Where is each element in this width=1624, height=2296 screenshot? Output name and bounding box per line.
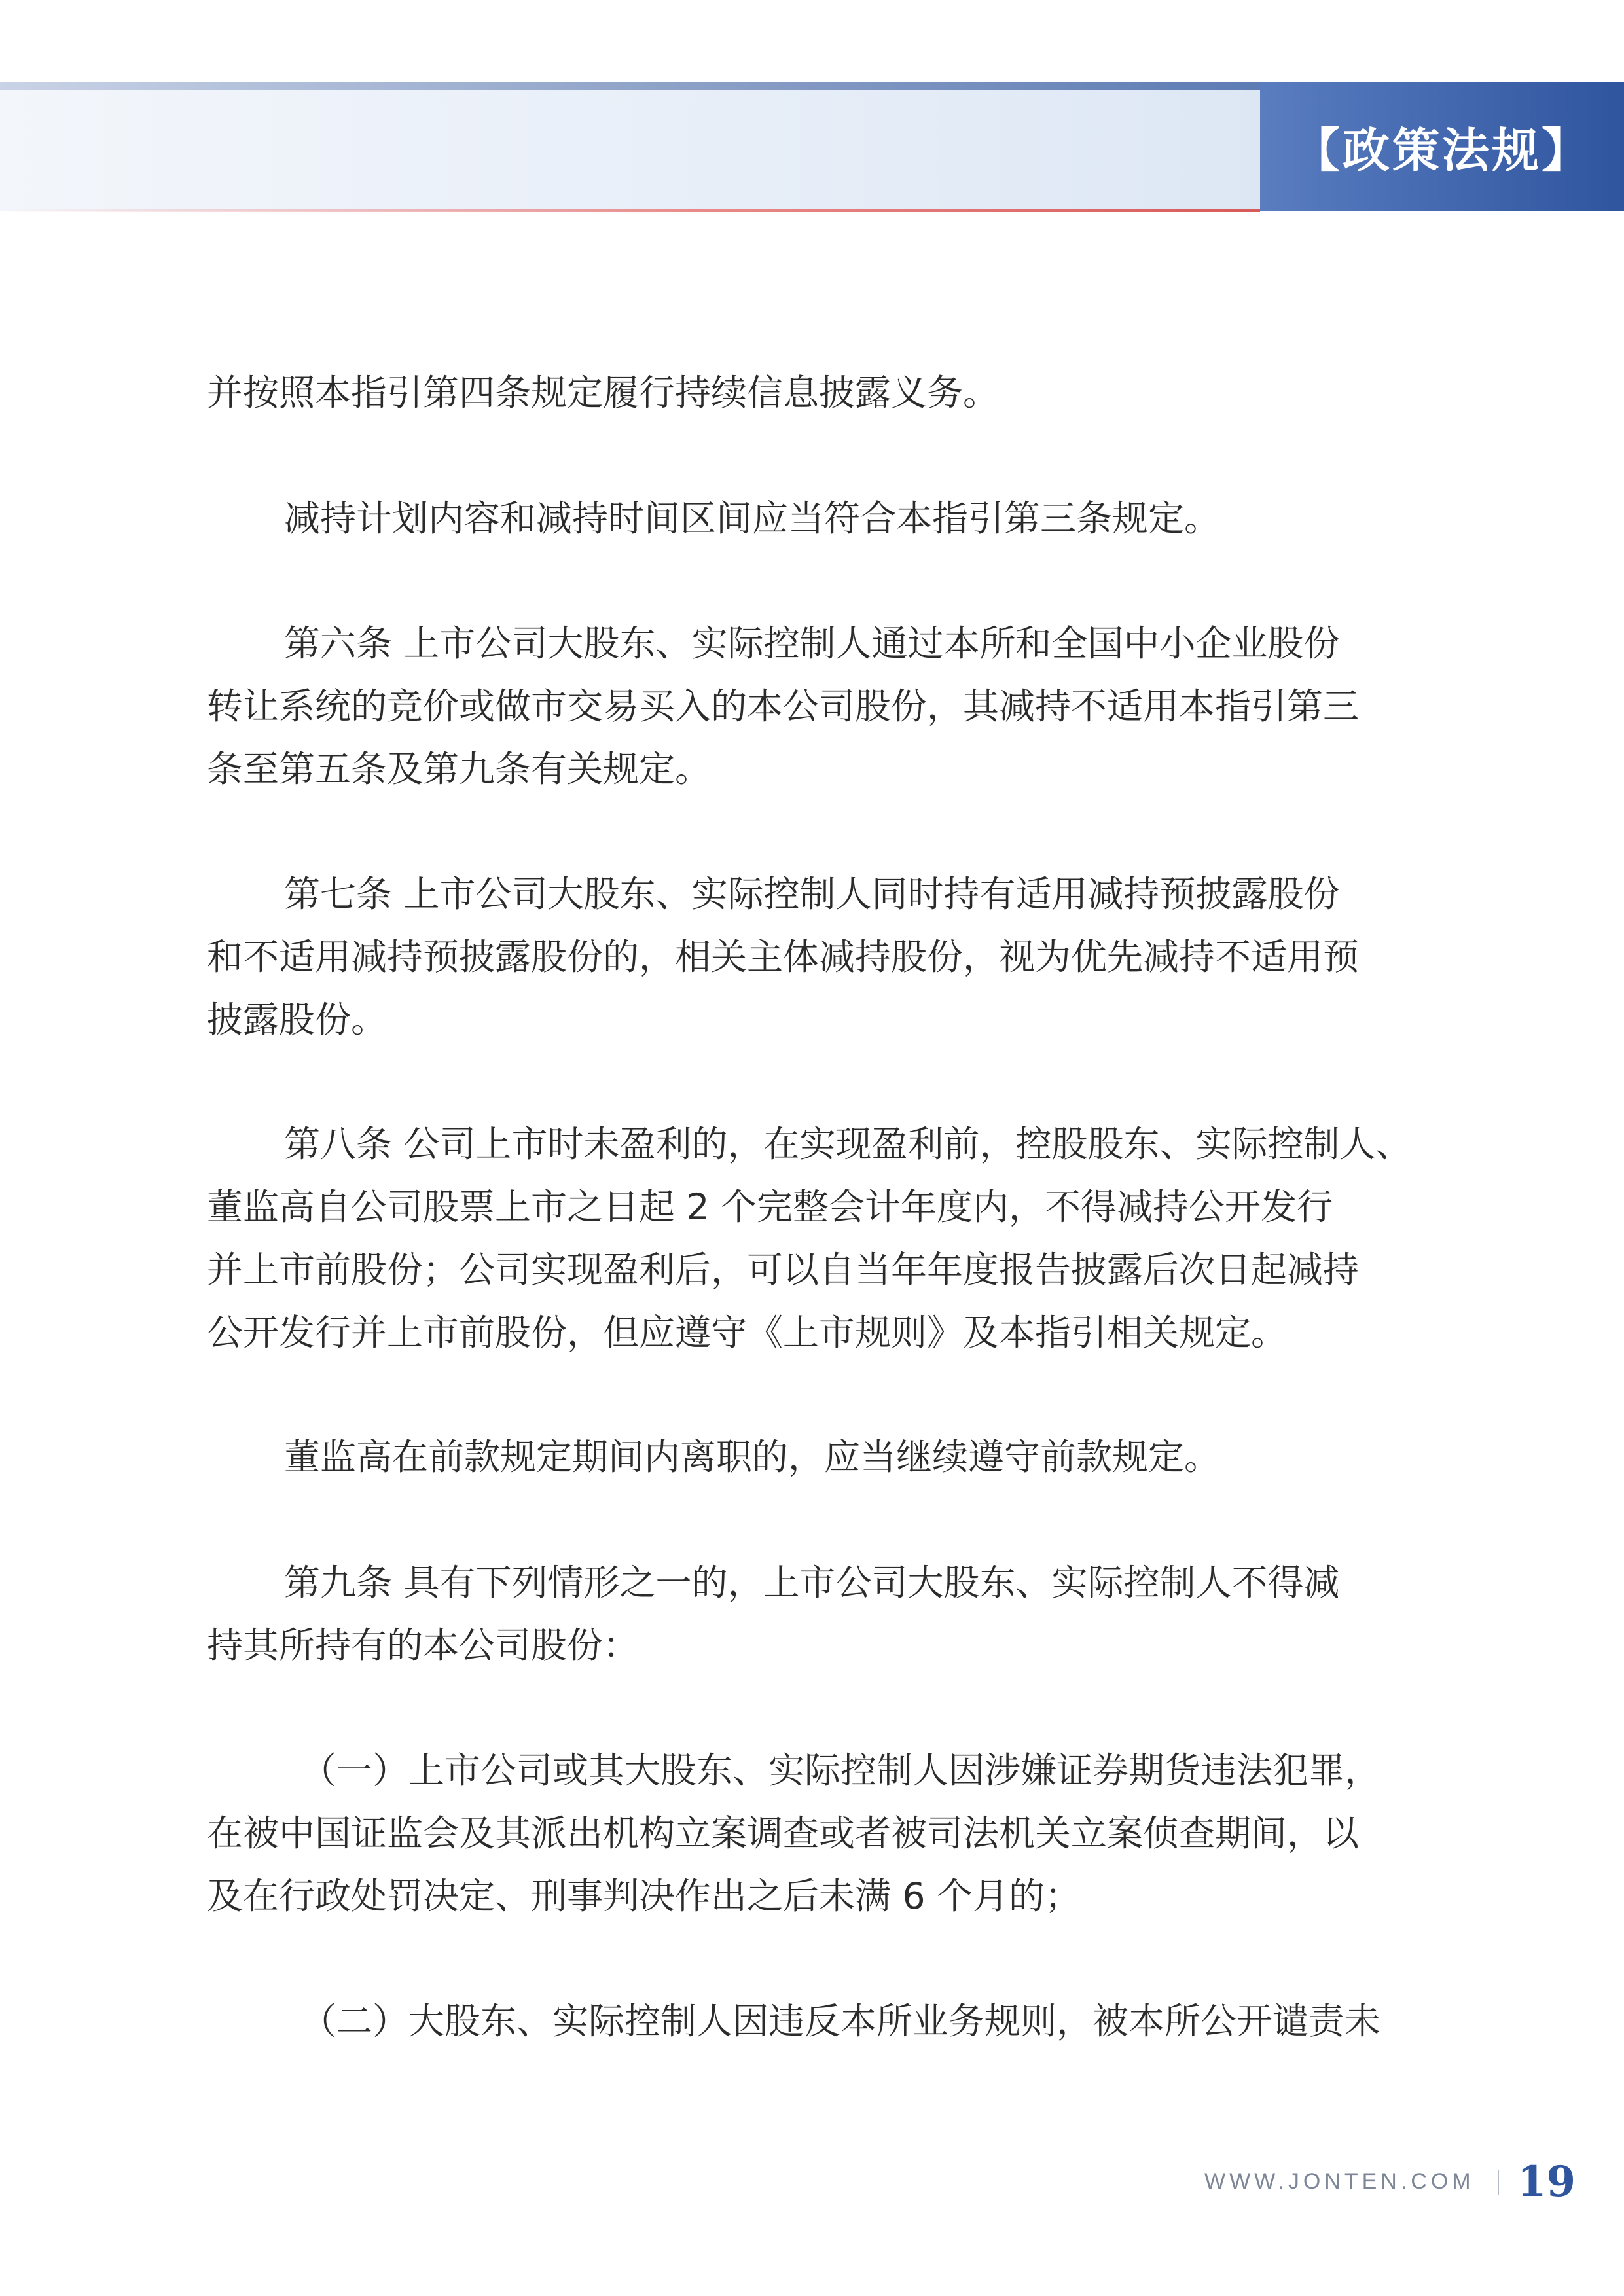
text-line: 第七条 上市公司大股东、实际控制人同时持有适用减持预披露股份 <box>284 873 1340 915</box>
text-line: 董监高自公司股票上市之日起 2 个完整会计年度内，不得减持公开发行 <box>207 1186 1333 1228</box>
section-label: 【政策法规】 <box>1292 122 1591 178</box>
text-line: 披露股份。 <box>207 999 388 1041</box>
list-item-2 <box>207 1990 1431 2053</box>
paragraph <box>207 361 1431 424</box>
text-line: 第九条 具有下列情形之一的，上市公司大股东、实际控制人不得减 <box>284 1562 1340 1604</box>
text-line: （一）上市公司或其大股东、实际控制人因涉嫌证券期货违法犯罪， <box>300 1749 1381 1791</box>
text-line: 第六条 上市公司大股东、实际控制人通过本所和全国中小企业股份 <box>284 622 1340 664</box>
text-line: 并按照本指引第四条规定履行持续信息披露义务。 <box>207 372 1000 414</box>
text-line: 并上市前股份；公司实现盈利后，可以自当年年度报告披露后次日起减持 <box>207 1249 1360 1291</box>
paragraph <box>207 1426 1431 1488</box>
page-number: 19 <box>1517 2157 1576 2206</box>
text-line: 和不适用减持预披露股份的，相关主体减持股份，视为优先减持不适用预 <box>207 936 1360 978</box>
text-line: 转让系统的竞价或做市交易买入的本公司股份，其减持不适用本指引第三 <box>207 685 1360 727</box>
header-band <box>0 90 1260 211</box>
text-line: 第八条 公司上市时未盈利的，在实现盈利前，控股股东、实际控制人、 <box>284 1123 1412 1165</box>
article-6 <box>207 612 1431 800</box>
section-tab <box>1260 82 1624 211</box>
header-accent-line <box>0 209 1260 212</box>
text-line: 持其所持有的本公司股份： <box>207 1624 640 1666</box>
article-8 <box>207 1113 1431 1364</box>
text-line: 董监高在前款规定期间内离职的，应当继续遵守前款规定。 <box>284 1436 1221 1478</box>
list-item-1 <box>207 1739 1431 1928</box>
text-line: 公开发行并上市前股份，但应遵守《上市规则》及本指引相关规定。 <box>207 1312 1288 1354</box>
text-line: 在被中国证监会及其派出机构立案调查或者被司法机关立案侦查期间，以 <box>207 1812 1360 1854</box>
article-7 <box>207 863 1431 1051</box>
footer-divider <box>1498 2170 1499 2195</box>
paragraph <box>207 487 1431 550</box>
text-line: 条至第五条及第九条有关规定。 <box>207 748 712 790</box>
text-line: 及在行政处罚决定、刑事判决作出之后未满 6 个月的； <box>207 1875 1081 1917</box>
text-line: （二）大股东、实际控制人因违反本所业务规则，被本所公开谴责未 <box>300 2000 1381 2042</box>
article-9 <box>207 1551 1431 1677</box>
text-line: 减持计划内容和减持时间区间应当符合本指引第三条规定。 <box>284 497 1221 539</box>
page-footer <box>1204 2157 1576 2212</box>
footer-website: WWW.JONTEN.COM <box>1204 2169 1475 2194</box>
